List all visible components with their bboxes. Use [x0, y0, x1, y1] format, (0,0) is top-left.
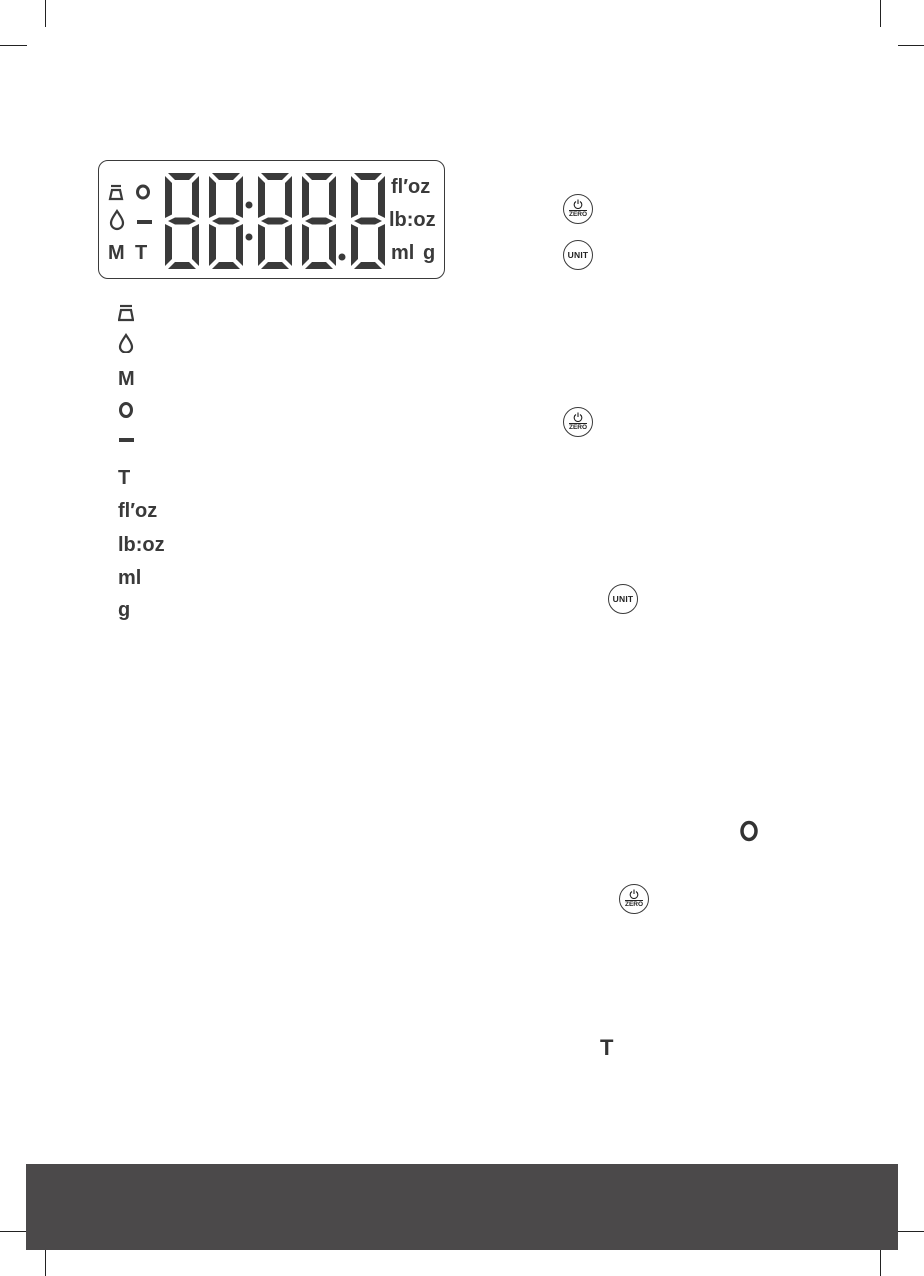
legend-item-negative — [118, 427, 136, 453]
zero-button-label: ZERO — [624, 901, 644, 909]
lcd-mode-m: M — [108, 242, 125, 264]
memory-icon: M — [118, 368, 135, 390]
scale-icon — [118, 304, 134, 322]
lcd-colon-dot — [246, 202, 253, 209]
legend-item-memory — [118, 366, 135, 392]
unit-ml-label: ml — [118, 567, 142, 589]
zero-button-label: ZERO — [568, 424, 588, 432]
legend-item-drop — [118, 330, 134, 356]
crop-mark — [0, 1231, 27, 1232]
crop-mark — [0, 45, 27, 46]
lcd-unit-g: g — [423, 242, 436, 264]
zero-button[interactable] — [563, 407, 593, 437]
power-icon — [573, 412, 583, 422]
lcd-unit-lboz: lb:oz — [389, 209, 436, 231]
unit-floz-label: fl′oz — [118, 500, 158, 522]
lcd-decimal-dot — [339, 254, 346, 261]
lcd-unit-ml: ml — [391, 242, 415, 264]
lcd-colon-dot — [246, 234, 253, 241]
legend-item-lboz — [118, 532, 165, 558]
zero-button[interactable] — [619, 884, 649, 914]
crop-mark — [898, 45, 924, 46]
power-icon — [629, 889, 639, 899]
unit-button[interactable] — [563, 240, 593, 270]
legend-item-floz — [118, 498, 157, 524]
crop-mark — [898, 1231, 924, 1232]
lcd-digit-3 — [302, 173, 336, 269]
lcd-digit-0 — [165, 173, 199, 269]
crop-mark — [880, 0, 881, 27]
lcd-unit-floz: fl′oz — [391, 176, 431, 198]
legend-item-scale — [118, 300, 134, 326]
legend-item-tare — [118, 465, 130, 491]
unit-button-label: UNIT — [612, 594, 634, 604]
footer-bar — [26, 1164, 898, 1250]
unit-lboz-label: lb:oz — [118, 534, 165, 556]
zero-icon — [118, 400, 136, 420]
lcd-digit-2 — [258, 173, 292, 269]
tare-indicator-icon: T — [600, 1035, 614, 1060]
zero-button-label: ZERO — [568, 211, 588, 219]
power-icon — [573, 199, 583, 209]
legend-item-zero — [118, 397, 136, 423]
lcd-digit-4 — [351, 173, 385, 269]
drop-icon — [111, 211, 123, 229]
lcd-display — [98, 160, 445, 279]
drop-icon — [118, 333, 134, 353]
crop-mark — [45, 1250, 46, 1276]
zero-button[interactable] — [563, 194, 593, 224]
unit-g-label: g — [118, 599, 131, 621]
crop-mark — [880, 1250, 881, 1276]
negative-icon — [118, 430, 136, 450]
zero-icon — [138, 186, 149, 198]
unit-button[interactable] — [608, 584, 638, 614]
unit-button-label: UNIT — [567, 250, 589, 260]
zero-indicator-icon — [738, 820, 760, 848]
negative-icon — [137, 220, 152, 224]
scale-icon — [110, 186, 122, 199]
lcd-digit-1 — [209, 173, 243, 269]
legend-item-g — [118, 597, 130, 623]
tare-icon: T — [118, 467, 131, 489]
crop-mark — [45, 0, 46, 27]
lcd-mode-t: T — [135, 242, 148, 264]
legend-item-ml — [118, 565, 141, 591]
